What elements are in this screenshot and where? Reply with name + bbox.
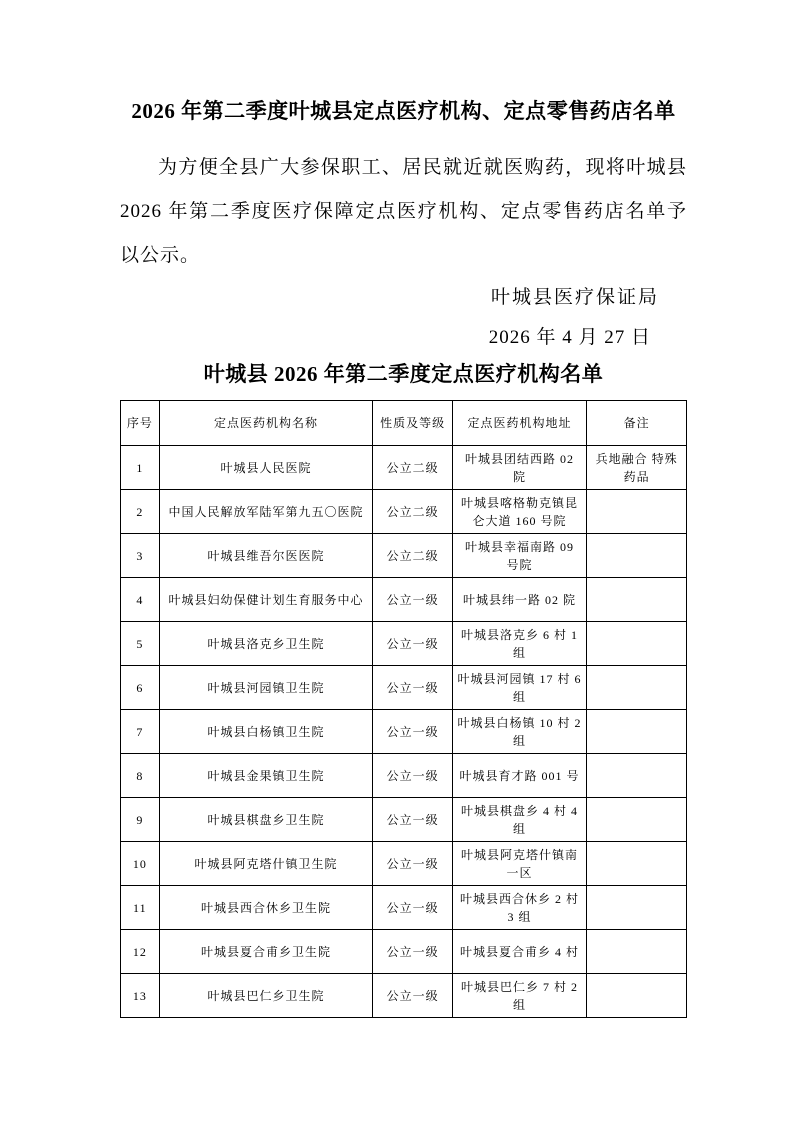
cell-name: 叶城县巴仁乡卫生院 (159, 974, 373, 1018)
cell-type: 公立一级 (373, 798, 452, 842)
cell-type: 公立一级 (373, 578, 452, 622)
header-type: 性质及等级 (373, 401, 452, 446)
cell-type: 公立二级 (373, 446, 452, 490)
cell-seq: 11 (121, 886, 160, 930)
cell-remark (587, 622, 687, 666)
cell-remark (587, 490, 687, 534)
table-row (121, 534, 687, 578)
cell-type: 公立一级 (373, 754, 452, 798)
cell-type: 公立一级 (373, 666, 452, 710)
table-row (121, 886, 687, 930)
header-seq: 序号 (121, 401, 160, 446)
cell-address: 叶城县白杨镇 10 村 2 组 (452, 710, 586, 754)
cell-seq: 13 (121, 974, 160, 1018)
cell-seq: 1 (121, 446, 160, 490)
document-paragraph: 为方便全县广大参保职工、居民就近就医购药，现将叶城县 2026 年第二季度医疗保障定点医疗机构、定点零售药店名单予以公示。 (120, 157, 687, 266)
cell-type: 公立一级 (373, 710, 452, 754)
cell-seq: 5 (121, 622, 160, 666)
cell-address: 叶城县纬一路 02 院 (452, 578, 586, 622)
cell-address: 叶城县幸福南路 09 号院 (452, 534, 586, 578)
header-name: 定点医药机构名称 (159, 401, 373, 446)
document-content (120, 0, 687, 1018)
cell-seq: 6 (121, 666, 160, 710)
cell-type: 公立二级 (373, 534, 452, 578)
cell-type: 公立一级 (373, 622, 452, 666)
cell-name: 叶城县河园镇卫生院 (159, 666, 373, 710)
cell-address: 叶城县巴仁乡 7 村 2 组 (452, 974, 586, 1018)
cell-address: 叶城县棋盘乡 4 村 4 组 (452, 798, 586, 842)
cell-seq: 10 (121, 842, 160, 886)
cell-remark (587, 666, 687, 710)
cell-type: 公立一级 (373, 886, 452, 930)
cell-remark: 兵地融合 特殊药品 (587, 446, 687, 490)
cell-name: 叶城县棋盘乡卫生院 (159, 798, 373, 842)
cell-seq: 8 (121, 754, 160, 798)
cell-name: 叶城县白杨镇卫生院 (159, 710, 373, 754)
table-row (121, 798, 687, 842)
cell-name: 叶城县阿克塔什镇卫生院 (159, 842, 373, 886)
table-row (121, 754, 687, 798)
cell-remark (587, 754, 687, 798)
cell-type: 公立二级 (373, 490, 452, 534)
table-row (121, 974, 687, 1018)
cell-name: 叶城县洛克乡卫生院 (159, 622, 373, 666)
cell-seq: 3 (121, 534, 160, 578)
table-title: 叶城县 2026 年第二季度定点医疗机构名单 (203, 362, 604, 386)
cell-remark (587, 974, 687, 1018)
table-row (121, 446, 687, 490)
cell-address: 叶城县西合休乡 2 村 3 组 (452, 886, 586, 930)
cell-type: 公立一级 (373, 974, 452, 1018)
table-header-row (121, 401, 687, 446)
cell-address: 叶城县夏合甫乡 4 村 (452, 930, 586, 974)
table-row (121, 578, 687, 622)
cell-type: 公立一级 (373, 930, 452, 974)
cell-seq: 12 (121, 930, 160, 974)
cell-seq: 2 (121, 490, 160, 534)
cell-name: 叶城县妇幼保健计划生育服务中心 (159, 578, 373, 622)
table-row (121, 842, 687, 886)
document-title: 2026 年第二季度叶城县定点医疗机构、定点零售药店名单 (131, 99, 676, 123)
table-row (121, 490, 687, 534)
cell-remark (587, 842, 687, 886)
cell-address: 叶城县团结西路 02 院 (452, 446, 586, 490)
header-remark: 备注 (587, 401, 687, 446)
table-row (121, 666, 687, 710)
cell-remark (587, 578, 687, 622)
cell-name: 中国人民解放军陆军第九五〇医院 (159, 490, 373, 534)
cell-address: 叶城县阿克塔什镇南一区 (452, 842, 586, 886)
cell-remark (587, 886, 687, 930)
cell-remark (587, 930, 687, 974)
cell-address: 叶城县育才路 001 号 (452, 754, 586, 798)
cell-seq: 7 (121, 710, 160, 754)
cell-address: 叶城县喀格勒克镇昆仑大道 160 号院 (452, 490, 586, 534)
cell-type: 公立一级 (373, 842, 452, 886)
cell-seq: 4 (121, 578, 160, 622)
institutions-table (120, 400, 687, 1018)
cell-remark (587, 798, 687, 842)
cell-name: 叶城县夏合甫乡卫生院 (159, 930, 373, 974)
cell-seq: 9 (121, 798, 160, 842)
cell-address: 叶城县河园镇 17 村 6 组 (452, 666, 586, 710)
header-address: 定点医药机构地址 (452, 401, 586, 446)
cell-name: 叶城县维吾尔医医院 (159, 534, 373, 578)
cell-name: 叶城县人民医院 (159, 446, 373, 490)
cell-remark (587, 710, 687, 754)
table-row (121, 622, 687, 666)
cell-name: 叶城县西合休乡卫生院 (159, 886, 373, 930)
cell-name: 叶城县金果镇卫生院 (159, 754, 373, 798)
issuer-signature: 叶城县医疗保证局 (490, 287, 659, 308)
cell-address: 叶城县洛克乡 6 村 1 组 (452, 622, 586, 666)
table-row (121, 930, 687, 974)
institutions-table-body (121, 446, 687, 1018)
cell-remark (587, 534, 687, 578)
table-row (121, 710, 687, 754)
issue-date: 2026 年 4 月 27 日 (488, 327, 651, 348)
